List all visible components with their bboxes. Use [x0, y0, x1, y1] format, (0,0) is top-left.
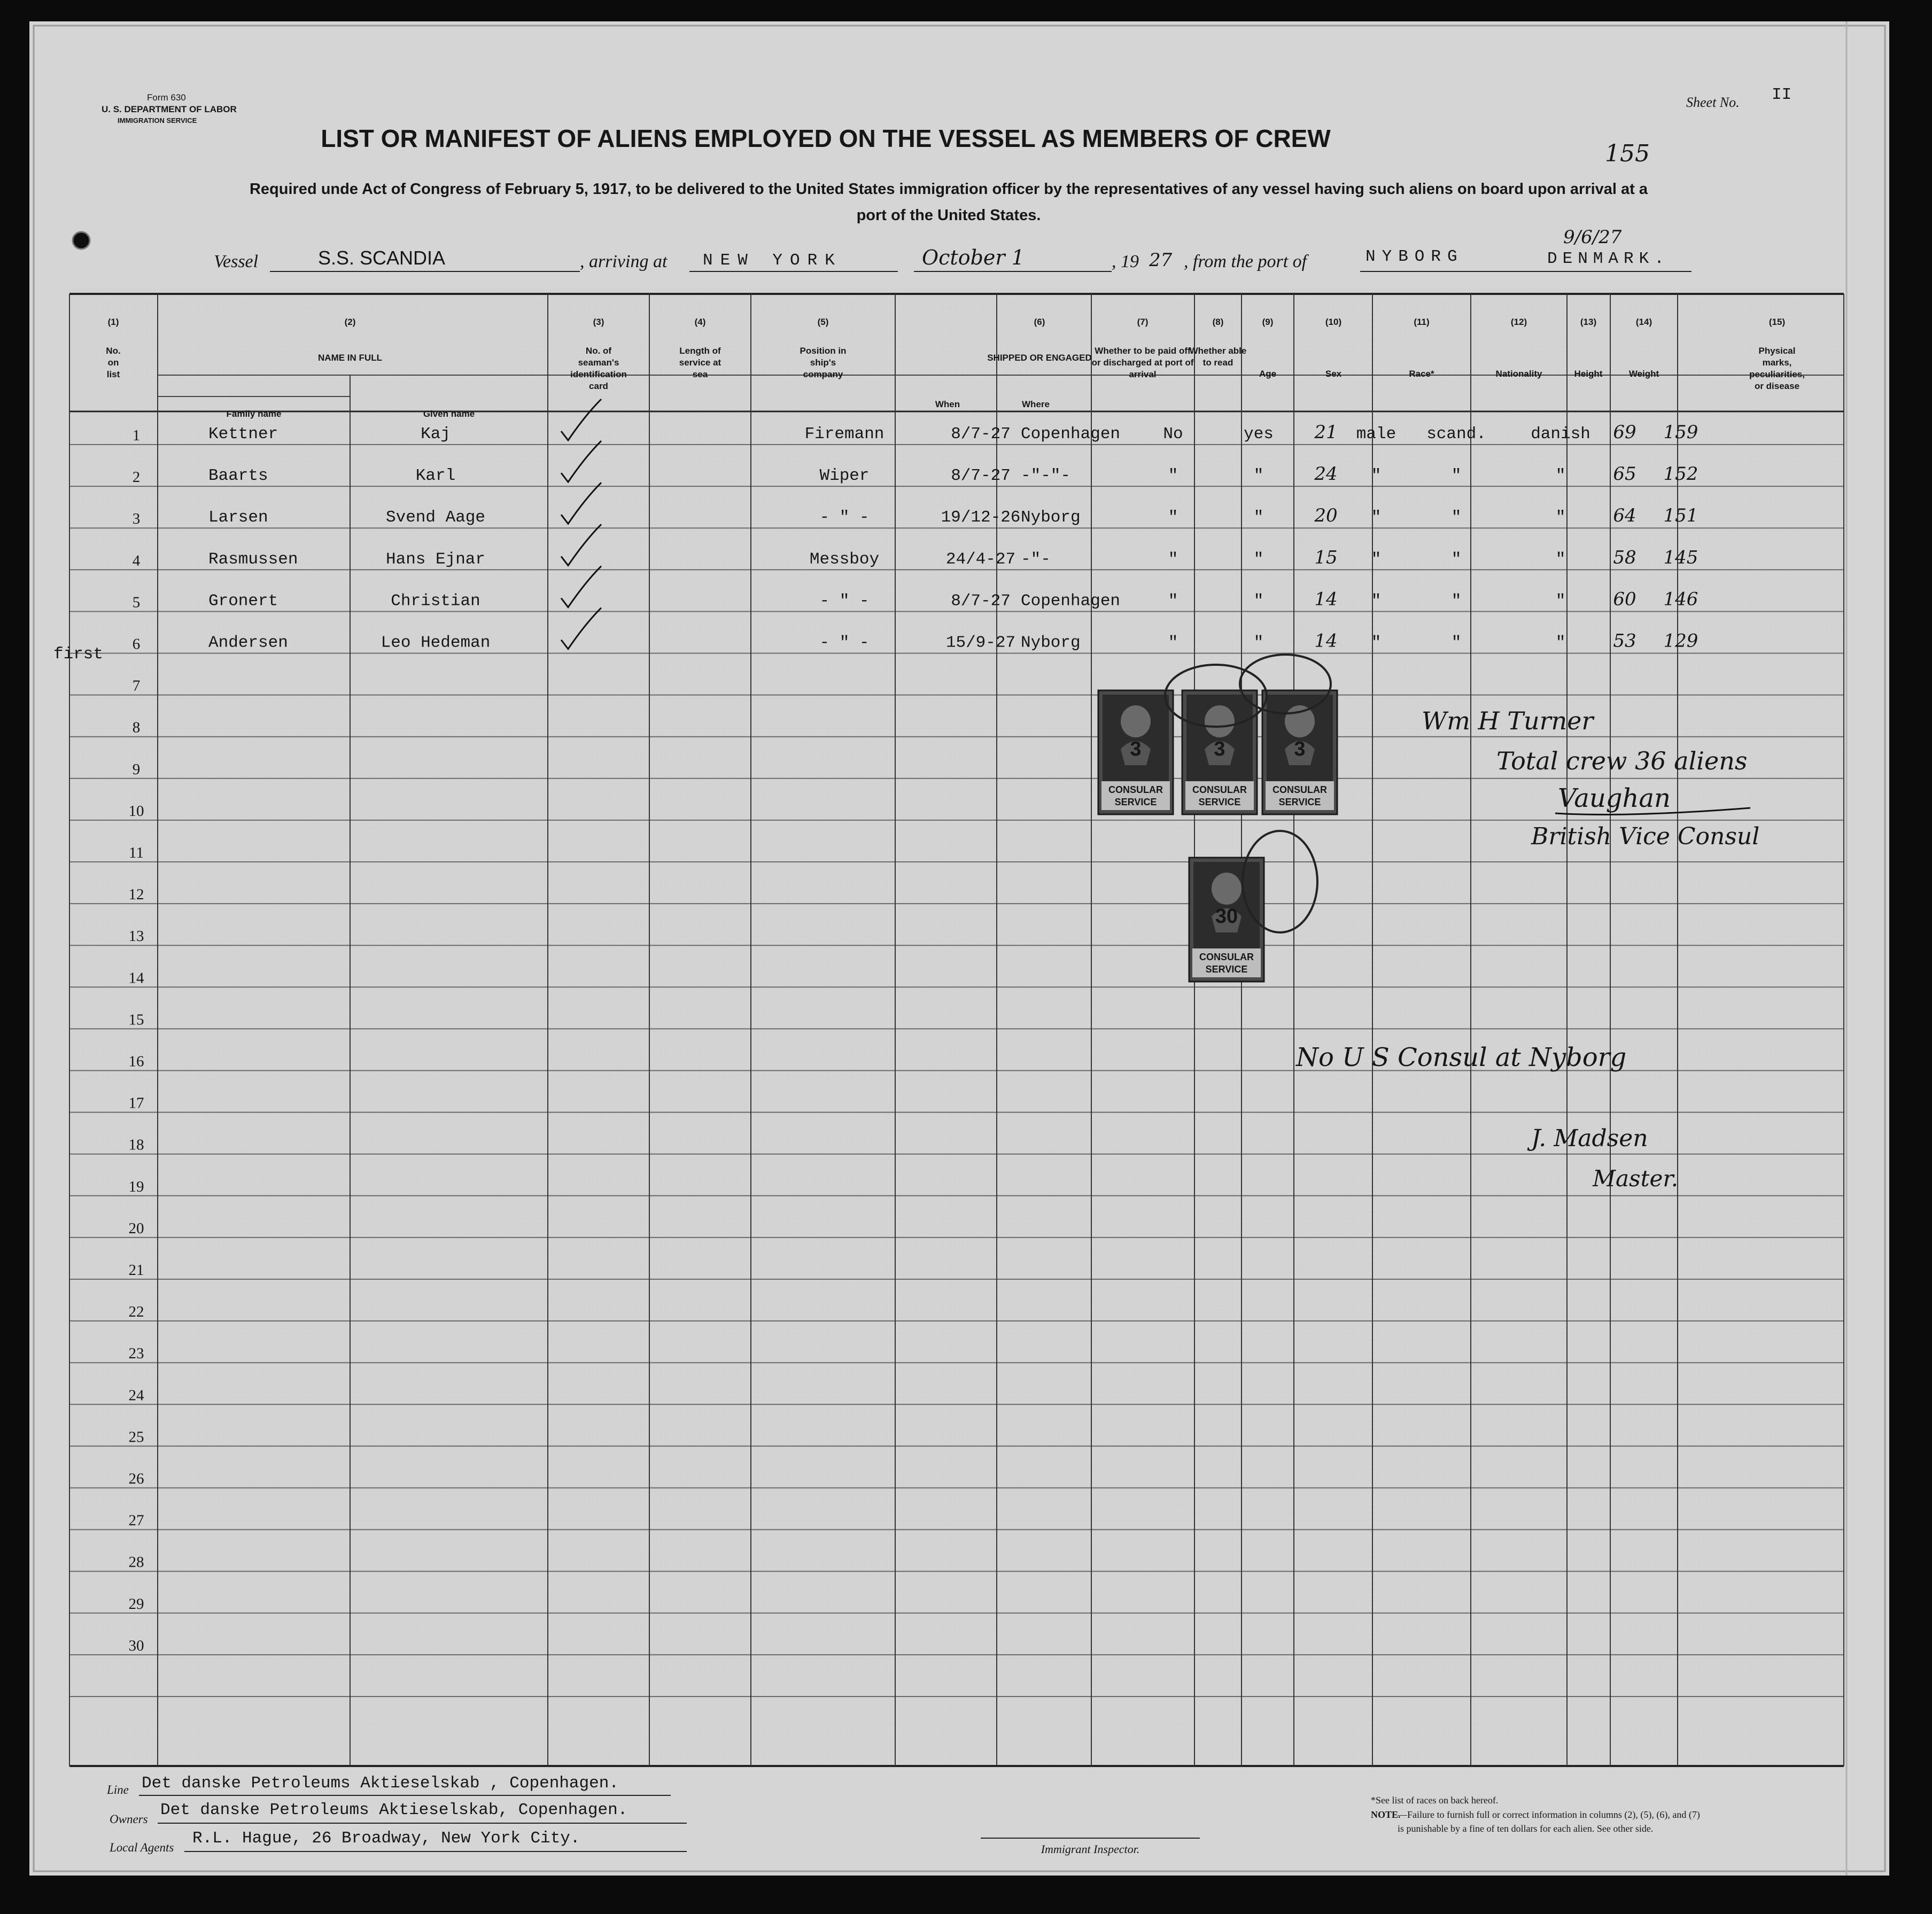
master-title: Master. — [1593, 1165, 1679, 1192]
crew-height: 53 — [1613, 630, 1636, 652]
column-number: (5) — [817, 317, 829, 327]
column-label: Length of — [679, 346, 721, 356]
row-number: 11 — [129, 844, 144, 861]
column-sub-label: Where — [1022, 399, 1050, 409]
crew-given: Svend Aage — [385, 508, 486, 527]
from-port-label: , from the port of — [1184, 252, 1307, 271]
crew-given: Leo Hedeman — [381, 633, 491, 652]
owners-label: Owners — [110, 1812, 148, 1826]
crew-when: 8/7-27 — [951, 425, 1011, 444]
line-label: Line — [107, 1783, 129, 1796]
crew-read: " — [1253, 633, 1264, 652]
crew-when: 8/7-27 — [951, 592, 1011, 611]
stamp-label-bottom: SERVICE — [1114, 797, 1157, 807]
crew-age: 14 — [1314, 630, 1338, 652]
form-subtitle-line1: Required unde Act of Congress of February 5, 1917, to be delivered to the United States immigration officer by the representatives of any vessel having such aliens on board upon arrival at a — [249, 181, 1648, 198]
crew-weight: 129 — [1663, 630, 1698, 652]
crew-where: Copenhagen — [1021, 592, 1121, 611]
column-label: Age — [1259, 369, 1277, 379]
column-number: (2) — [344, 317, 356, 327]
column-number: (13) — [1580, 317, 1597, 327]
vessel-label: Vessel — [214, 252, 259, 271]
crew-race: " — [1451, 466, 1462, 486]
column-number: (10) — [1325, 317, 1342, 327]
crew-position: Wiper — [819, 466, 870, 486]
column-label: peculiarities, — [1749, 369, 1805, 379]
revenue-stamp — [1098, 690, 1173, 814]
form-number: Form 630 — [147, 92, 186, 103]
crew-read: " — [1253, 466, 1264, 486]
arriving-label: , arriving at — [580, 252, 668, 271]
row-number: 4 — [132, 552, 141, 570]
row-number: 21 — [128, 1262, 144, 1279]
row-number: 6 — [132, 635, 141, 653]
column-label: arrival — [1129, 369, 1157, 379]
row-number: 18 — [128, 1136, 144, 1154]
column-label: Nationality — [1495, 369, 1542, 379]
row-number: 22 — [128, 1303, 144, 1321]
margin-note: first — [53, 645, 104, 664]
row-number: 13 — [128, 928, 144, 945]
row-number: 8 — [132, 719, 141, 736]
stamp-label-top: CONSULAR — [1108, 784, 1163, 795]
row-number: 30 — [128, 1637, 144, 1654]
crew-height: 69 — [1613, 422, 1636, 443]
column-number: (11) — [1414, 317, 1430, 327]
column-label: marks, — [1762, 357, 1792, 368]
agents-value: R.L. Hague, 26 Broadway, New York City. — [192, 1829, 580, 1848]
row-number: 26 — [128, 1470, 144, 1488]
crew-where: Nyborg — [1021, 633, 1081, 652]
crew-where: Copenhagen — [1021, 425, 1121, 444]
crew-row — [208, 422, 1698, 444]
column-header-1 — [106, 317, 120, 379]
column-number: (12) — [1510, 317, 1527, 327]
row-number: 28 — [128, 1553, 144, 1571]
sheet-label: Sheet No. — [1686, 95, 1740, 110]
crew-sex: " — [1371, 550, 1382, 569]
crew-height: 60 — [1613, 588, 1636, 610]
column-number: (4) — [694, 317, 706, 327]
column-label: Sex — [1325, 369, 1342, 379]
crew-when: 8/7-27 — [951, 466, 1011, 486]
row-number: 17 — [128, 1094, 144, 1112]
column-label: company — [803, 369, 843, 379]
department-label: U. S. DEPARTMENT OF LABOR — [102, 104, 237, 114]
stamp-value: 3 — [1130, 738, 1142, 760]
row-number: 5 — [132, 594, 141, 611]
crew-when: 24/4-27 — [945, 550, 1016, 569]
crew-nationality: " — [1555, 466, 1566, 486]
column-label: seaman's — [578, 357, 619, 368]
service-label: IMMIGRATION SERVICE — [118, 116, 197, 125]
crew-given: Karl — [415, 466, 456, 486]
crew-family: Baarts — [208, 466, 268, 486]
row-number: 24 — [128, 1387, 144, 1404]
crew-paid-off: " — [1168, 633, 1178, 652]
crew-family: Kettner — [208, 425, 278, 444]
crew-position: - " - — [819, 633, 870, 652]
fine-note-label: NOTE. — [1371, 1809, 1401, 1820]
column-label: NAME IN FULL — [318, 353, 382, 363]
crew-sex: male — [1356, 425, 1396, 444]
crew-position: - " - — [819, 508, 870, 527]
crew-nationality: " — [1555, 550, 1566, 569]
column-label: sea — [692, 369, 708, 379]
owners-value: Det danske Petroleums Aktieselskab, Copenhagen. — [160, 1801, 628, 1819]
crew-age: 20 — [1314, 505, 1338, 527]
arrival-date: October 1 — [922, 246, 1025, 269]
crew-age: 24 — [1314, 463, 1338, 485]
crew-nationality: danish — [1531, 425, 1590, 444]
crew-family: Rasmussen — [208, 550, 298, 569]
column-label: No. of — [585, 346, 612, 356]
revenue-stamp — [1262, 690, 1337, 814]
column-sub-label: When — [935, 399, 960, 409]
row-number: 3 — [132, 510, 141, 528]
row-number: 10 — [128, 802, 144, 820]
line-value: Det danske Petroleums Aktieselskab , Copenhagen. — [142, 1774, 619, 1793]
crew-weight: 145 — [1663, 547, 1698, 569]
column-label: on — [107, 357, 119, 368]
crew-where: -"- — [1021, 550, 1051, 569]
crew-nationality: " — [1555, 633, 1566, 652]
crew-height: 65 — [1613, 463, 1636, 485]
crew-given: Christian — [391, 592, 480, 611]
crew-position: Firemann — [804, 425, 884, 444]
crew-family: Andersen — [208, 633, 288, 652]
crew-weight: 159 — [1663, 422, 1698, 443]
crew-family: Larsen — [208, 508, 268, 527]
origin-country: DENMARK. — [1547, 250, 1670, 268]
column-number: (3) — [593, 317, 604, 327]
crew-when: 19/12-26 — [941, 508, 1021, 527]
crew-race: " — [1451, 592, 1462, 611]
signature-turner: Wm H Turner — [1422, 706, 1594, 735]
column-label: or discharged at port of — [1091, 357, 1194, 368]
crew-paid-off: " — [1168, 466, 1178, 486]
row-number: 29 — [128, 1595, 144, 1613]
vessel-name: S.S. SCANDIA — [318, 247, 446, 269]
row-number: 12 — [128, 886, 144, 904]
crew-race: " — [1451, 633, 1462, 652]
row-number: 15 — [128, 1011, 144, 1029]
crew-given: Hans Ejnar — [385, 550, 486, 569]
arrival-port: NEW YORK — [703, 251, 842, 270]
crew-age: 21 — [1314, 422, 1338, 443]
row-number: 23 — [128, 1345, 144, 1363]
row-number: 1 — [132, 427, 141, 444]
column-sub-label: Family name — [226, 409, 282, 419]
crew-where: -"-"- — [1021, 466, 1071, 486]
crew-height: 58 — [1613, 547, 1636, 569]
column-label: service at — [679, 357, 721, 368]
crew-read: yes — [1244, 425, 1274, 444]
column-label: ship's — [810, 357, 836, 368]
origin-port: NYBORG — [1365, 247, 1464, 266]
vice-consul-title: British Vice Consul — [1531, 823, 1760, 850]
signature-vaughan: Vaughan — [1558, 783, 1671, 813]
column-number: (8) — [1212, 317, 1224, 327]
sheet-number: II — [1772, 85, 1792, 104]
column-label: to read — [1202, 357, 1233, 368]
column-number: (1) — [107, 317, 119, 327]
crew-paid-off: " — [1168, 508, 1178, 527]
row-number: 2 — [132, 469, 141, 486]
column-label: Height — [1574, 369, 1603, 379]
fine-note-line1: —Failure to furnish full or correct information in columns (2), (5), (6), and (7) — [1398, 1809, 1700, 1820]
form-subtitle-line2: port of the United States. — [856, 207, 1041, 224]
column-label: Physical — [1758, 346, 1796, 356]
crew-race: scand. — [1426, 425, 1486, 444]
races-note: *See list of races on back hereof. — [1371, 1795, 1499, 1806]
column-number: (7) — [1137, 317, 1149, 327]
crew-paid-off: " — [1168, 592, 1178, 611]
stamp-label-bottom: SERVICE — [1205, 964, 1248, 975]
stamp-value: 30 — [1215, 905, 1238, 928]
row-number: 27 — [128, 1512, 144, 1529]
row-number: 19 — [128, 1178, 144, 1195]
form-title: LIST OR MANIFEST OF ALIENS EMPLOYED ON THE VESSEL AS MEMBERS OF CREW — [321, 125, 1331, 152]
total-crew-note: Total crew 36 aliens — [1496, 746, 1748, 775]
crew-age: 14 — [1314, 588, 1338, 610]
master-signature: J. Madsen — [1531, 1125, 1648, 1152]
stamp-label-top: CONSULAR — [1199, 952, 1254, 962]
crew-position: - " - — [819, 592, 870, 611]
crew-read: " — [1253, 592, 1264, 611]
column-label: card — [589, 381, 608, 391]
column-number: (14) — [1635, 317, 1652, 327]
column-label: or disease — [1754, 381, 1800, 391]
crew-height: 64 — [1613, 505, 1636, 527]
arrival-year: 27 — [1149, 250, 1173, 271]
crew-sex: " — [1371, 508, 1382, 527]
column-label: Whether to be paid off — [1095, 346, 1191, 356]
crew-weight: 151 — [1663, 505, 1698, 527]
year-prefix: , 19 — [1112, 252, 1139, 271]
crew-family: Gronert — [208, 592, 278, 611]
column-sub-label: Given name — [423, 409, 475, 419]
column-label: Weight — [1628, 369, 1659, 379]
stamp-label-top: CONSULAR — [1273, 784, 1327, 795]
handwritten-sheet-number: 155 — [1605, 140, 1650, 167]
crew-race: " — [1451, 550, 1462, 569]
crew-age: 15 — [1314, 547, 1338, 569]
crew-weight: 146 — [1663, 588, 1698, 610]
crew-read: " — [1253, 508, 1264, 527]
fine-note-line2: is punishable by a fine of ten dollars for each alien. See other side. — [1398, 1823, 1654, 1834]
crew-race: " — [1451, 508, 1462, 527]
column-label: identification — [570, 369, 627, 379]
crew-sex: " — [1371, 592, 1382, 611]
column-label: SHIPPED OR ENGAGED — [987, 353, 1092, 363]
crew-where: Nyborg — [1021, 508, 1081, 527]
inspector-label: Immigrant Inspector. — [1041, 1842, 1140, 1856]
row-number: 9 — [132, 760, 141, 778]
agents-label: Local Agents — [110, 1841, 174, 1854]
column-number: (6) — [1034, 317, 1045, 327]
crew-given: Kaj — [421, 425, 451, 444]
revenue-stamp — [1189, 858, 1264, 982]
row-number: 16 — [128, 1053, 144, 1070]
row-number: 14 — [128, 969, 144, 987]
crew-read: " — [1253, 550, 1264, 569]
crew-nationality: " — [1555, 592, 1566, 611]
crew-position: Messboy — [809, 550, 880, 569]
crew-sex: " — [1371, 466, 1382, 486]
row-number: 25 — [128, 1428, 144, 1446]
crew-nationality: " — [1555, 508, 1566, 527]
stamp-value: 3 — [1294, 738, 1306, 760]
column-number: (15) — [1768, 317, 1786, 327]
no-consul-note: No U S Consul at Nyborg — [1296, 1042, 1627, 1072]
column-label: list — [106, 369, 120, 379]
column-number: (9) — [1262, 317, 1274, 327]
crew-sex: " — [1371, 633, 1382, 652]
manifest-document — [29, 21, 1889, 1878]
row-number: 20 — [128, 1219, 144, 1237]
stamp-label-top: CONSULAR — [1192, 784, 1247, 795]
column-label: Race* — [1409, 369, 1434, 379]
column-label: Position in — [800, 346, 847, 356]
crew-when: 15/9-27 — [945, 633, 1016, 652]
stamp-label-bottom: SERVICE — [1278, 797, 1321, 807]
crew-weight: 152 — [1663, 463, 1698, 485]
crew-paid-off: No — [1163, 425, 1183, 444]
column-label: No. — [106, 346, 121, 356]
stamp-label-bottom: SERVICE — [1198, 797, 1241, 807]
row-number: 7 — [132, 677, 141, 695]
crew-paid-off: " — [1168, 550, 1178, 569]
stamp-value: 3 — [1214, 738, 1225, 760]
handwritten-date: 9/6/27 — [1563, 227, 1622, 248]
revenue-stamp — [1182, 690, 1257, 814]
column-label: Whether able — [1189, 346, 1247, 356]
